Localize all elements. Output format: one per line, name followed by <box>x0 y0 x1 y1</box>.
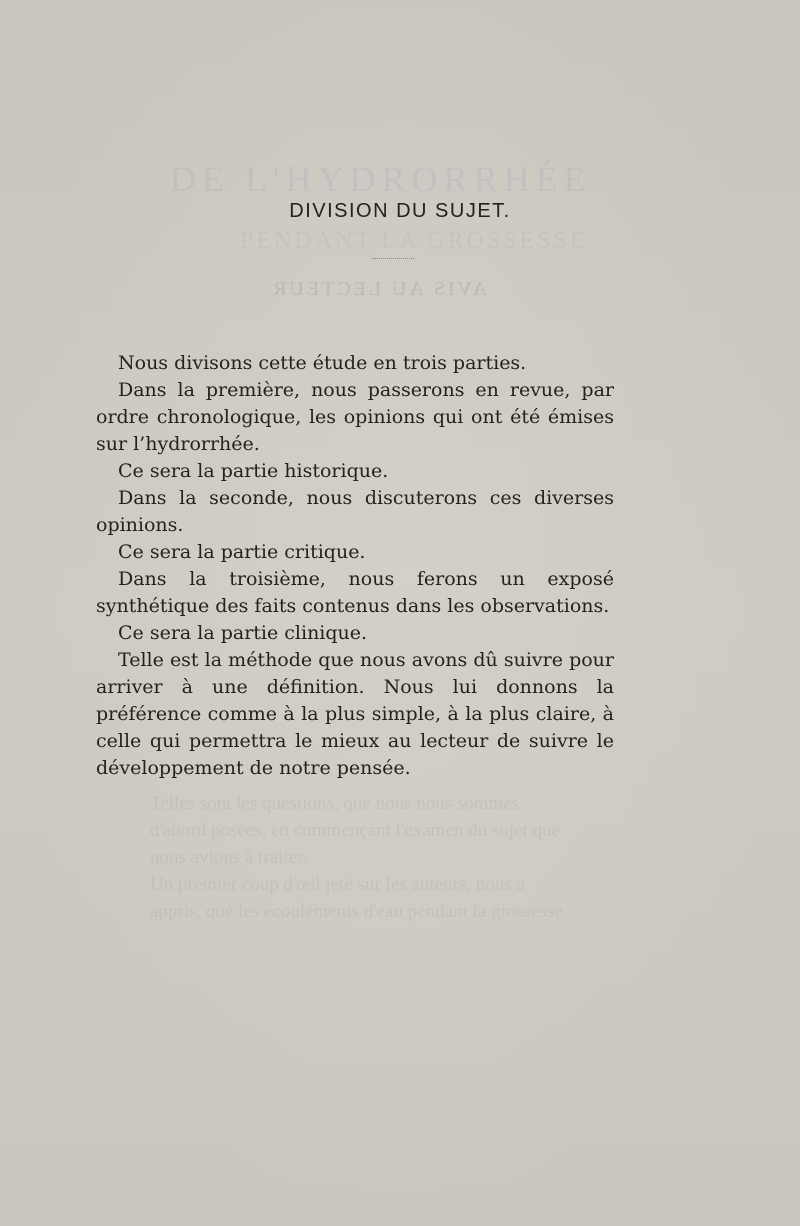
paragraph: Dans la seconde, nous discuterons ces diverses opinions. <box>96 487 614 536</box>
paragraph: Ce sera la partie historique. <box>118 460 389 482</box>
paragraph: Nous divisons cette étude en trois parties. <box>118 352 527 374</box>
paragraph: Telle est la méthode que nous avons dû suivre pour arriver à une définition. Nous lui donnons la préférence comme à la plus simple, à la plus claire, à celle qui permettra le mieux au lecteur de suivre le développement de notre pensée. <box>96 649 614 779</box>
page-title: DIVISION DU SUJET. <box>289 200 511 222</box>
show-through-text: DE L'HYDRORRHÉE <box>170 159 592 199</box>
title-divider <box>372 258 414 259</box>
show-through-text: PENDANT LA GROSSESSE <box>240 228 588 254</box>
body-text <box>96 350 614 782</box>
show-through-text: Telles sont les questions, que nous nous sommes d'abord posées, en commençant l'examen du sujet que nous avions à traiter. Un premier coup d'œil jeté sur les auteurs, nous a appris, que les écoulements d'eau pendant la grossesse <box>150 793 563 922</box>
paragraph: Dans la troisième, nous ferons un exposé synthétique des faits contenus dans les observations. <box>96 568 614 617</box>
paragraph: Dans la première, nous passerons en revue, par ordre chronologique, les opinions qui ont été émises sur l’hydrorrhée. <box>96 379 614 455</box>
show-through-text: AVIS AU LECTEUR <box>270 278 487 300</box>
paragraph: Ce sera la partie critique. <box>118 541 366 563</box>
paragraph: Ce sera la partie clinique. <box>118 622 368 644</box>
